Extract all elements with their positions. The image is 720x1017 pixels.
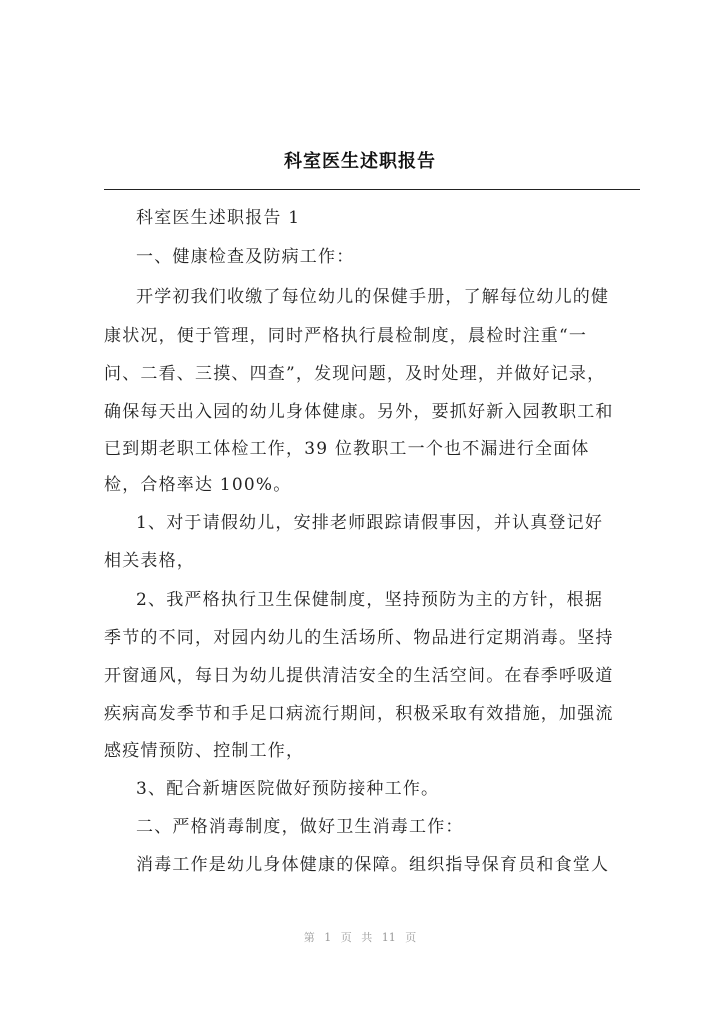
body-line: 科室医生述职报告 1 — [136, 208, 301, 228]
body-line: 已到期老职工体检工作，39 位教职工一个也不漏进行全面体 — [104, 439, 590, 459]
body-line: 康状况，便于管理，同时严格执行晨检制度，晨检时注重“一 — [104, 326, 588, 346]
body-line: 确保每天出入园的幼儿身体健康。另外，要抓好新入园教职工和 — [104, 402, 614, 422]
body-line: 开学初我们收缴了每位幼儿的保健手册，了解每位幼儿的健 — [136, 287, 610, 307]
body-line: 1、对于请假幼儿，安排老师跟踪请假事因，并认真登记好 — [136, 513, 604, 533]
body-line: 感疫情预防、控制工作， — [104, 741, 305, 761]
body-line: 二、严格消毒制度，做好卫生消毒工作： — [136, 817, 464, 837]
document-title: 科室医生述职报告 — [284, 151, 436, 172]
title-divider — [104, 189, 640, 190]
body-line: 开窗通风，每日为幼儿提供清洁安全的生活空间。在春季呼吸道 — [104, 666, 614, 686]
body-line: 疾病高发季节和手足口病流行期间，积极采取有效措施，加强流 — [104, 704, 614, 724]
body-line: 3、配合新塘医院做好预防接种工作。 — [136, 779, 440, 799]
body-line: 一、健康检查及防病工作： — [136, 247, 355, 267]
body-line: 消毒工作是幼儿身体健康的保障。组织指导保育员和食堂人 — [136, 855, 610, 875]
body-line: 相关表格， — [104, 551, 195, 571]
body-line: 2、我严格执行卫生保健制度，坚持预防为主的方针，根据 — [136, 590, 604, 610]
body-line: 季节的不同，对园内幼儿的生活场所、物品进行定期消毒。坚持 — [104, 628, 614, 648]
body-line: 检，合格率达 100%。 — [104, 475, 292, 495]
page-number-footer: 第 1 页 共 11 页 — [303, 931, 417, 944]
body-line: 问、二看、三摸、四查”，发现问题，及时处理，并做好记录， — [104, 364, 606, 384]
